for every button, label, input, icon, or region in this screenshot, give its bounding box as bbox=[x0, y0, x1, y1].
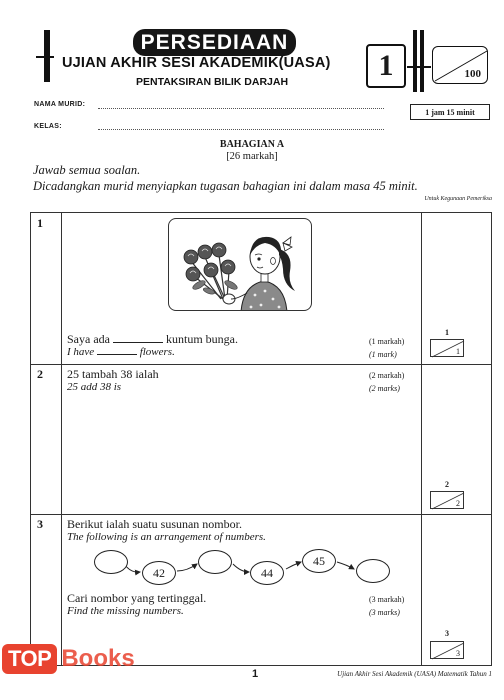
sequence-oval-2: 42 bbox=[142, 561, 176, 585]
girl-with-roses-icon bbox=[169, 219, 312, 311]
question-1-box-label: 1 bbox=[445, 328, 449, 337]
examiner-note: Untuk Kegunaan Pemeriksa bbox=[424, 196, 492, 202]
class-input-line[interactable] bbox=[98, 129, 384, 130]
question-3-text-en: The following is an arrangement of numbers. bbox=[67, 531, 266, 543]
class-label: KELAS: bbox=[34, 123, 62, 130]
header-badge: PERSEDIAAN bbox=[133, 29, 296, 56]
question-2-text-ms: 25 tambah 38 ialah bbox=[67, 367, 159, 381]
question-1-text-ms bbox=[67, 332, 238, 347]
sequence-oval-1[interactable] bbox=[94, 550, 128, 574]
question-2-text-en: 25 add 38 is bbox=[67, 381, 122, 393]
table-right bbox=[491, 212, 492, 665]
paper-number: 1 bbox=[366, 44, 406, 88]
sequence-oval-3[interactable] bbox=[198, 550, 232, 574]
header-left-tick bbox=[36, 56, 54, 58]
table-row-2 bbox=[30, 514, 492, 515]
question-3-box-label: 3 bbox=[445, 629, 449, 638]
q1-en-before: I have bbox=[67, 346, 95, 358]
instruction-1: Jawab semua soalan. bbox=[33, 163, 141, 177]
q1-answer-blank-en bbox=[97, 354, 137, 355]
page-number: 1 bbox=[252, 668, 259, 680]
q1-answer-blank[interactable] bbox=[113, 342, 163, 343]
section-marks: [26 markah] bbox=[226, 151, 278, 162]
question-1-score-box[interactable] bbox=[430, 339, 464, 357]
watermark-part2: Books bbox=[61, 645, 135, 672]
table-col-marks bbox=[421, 212, 422, 665]
question-2-box-label: 2 bbox=[445, 480, 449, 489]
question-3-number: 3 bbox=[37, 517, 43, 531]
question-3-marks-ms: (3 markah) bbox=[369, 595, 405, 604]
header-mid-bar-1 bbox=[413, 30, 417, 92]
question-1-marks-en: (1 mark) bbox=[369, 350, 397, 359]
girl-with-roses-illustration bbox=[168, 218, 312, 311]
instruction-2: Dicadangkan murid menyiapkan tugasan bahagian ini dalam masa 45 minit. bbox=[33, 179, 418, 193]
question-3-marks-en: (3 marks) bbox=[369, 608, 400, 617]
question-1-marks-ms: (1 markah) bbox=[369, 337, 405, 346]
table-top bbox=[30, 212, 492, 213]
footer-title: Ujian Akhir Sesi Akademik (UASA) Matematik Tahun 1 bbox=[337, 670, 492, 678]
table-left bbox=[30, 212, 31, 665]
header-mid-bar-2 bbox=[420, 30, 424, 92]
sequence-oval-6[interactable] bbox=[356, 559, 390, 583]
total-score-box bbox=[432, 46, 488, 84]
q1-en-after: flowers. bbox=[139, 346, 175, 358]
header-title: UJIAN AKHIR SESI AKADEMIK(UASA) bbox=[62, 55, 331, 71]
total-marks: 100 bbox=[464, 68, 481, 80]
section-title: BAHAGIAN A bbox=[219, 139, 285, 150]
question-1-text-en bbox=[67, 346, 175, 358]
watermark-part1: TOP bbox=[2, 644, 57, 674]
question-3-prompt-en: Find the missing numbers. bbox=[67, 605, 184, 617]
sequence-oval-4: 44 bbox=[250, 561, 284, 585]
header-right-tick bbox=[407, 66, 431, 68]
question-3-box-max: 3 bbox=[456, 649, 460, 658]
question-3-prompt-ms: Cari nombor yang tertinggal. bbox=[67, 591, 207, 605]
question-2-box-max: 2 bbox=[456, 499, 460, 508]
question-3-text-ms: Berikut ialah suatu susunan nombor. bbox=[67, 517, 242, 531]
duration-box: 1 jam 15 minit bbox=[410, 104, 490, 120]
header-subtitle: PENTAKSIRAN BILIK DARJAH bbox=[136, 76, 289, 88]
name-input-line[interactable] bbox=[98, 108, 384, 109]
table-col-num bbox=[61, 212, 62, 665]
question-2-number: 2 bbox=[37, 367, 43, 381]
question-1-number: 1 bbox=[37, 216, 43, 230]
question-1-box-max: 1 bbox=[456, 347, 460, 356]
topbooks-watermark-logo bbox=[2, 644, 135, 674]
q1-ms-after: kuntum bunga. bbox=[165, 332, 238, 346]
table-row-1 bbox=[30, 364, 492, 365]
name-label: NAMA MURID: bbox=[34, 101, 86, 108]
sequence-oval-5: 45 bbox=[302, 549, 336, 573]
q1-ms-before: Saya ada bbox=[67, 332, 110, 346]
question-2-marks-ms: (2 markah) bbox=[369, 371, 405, 380]
question-2-marks-en: (2 marks) bbox=[369, 384, 400, 393]
question-2-score-box[interactable] bbox=[430, 491, 464, 509]
question-3-score-box[interactable] bbox=[430, 641, 464, 659]
